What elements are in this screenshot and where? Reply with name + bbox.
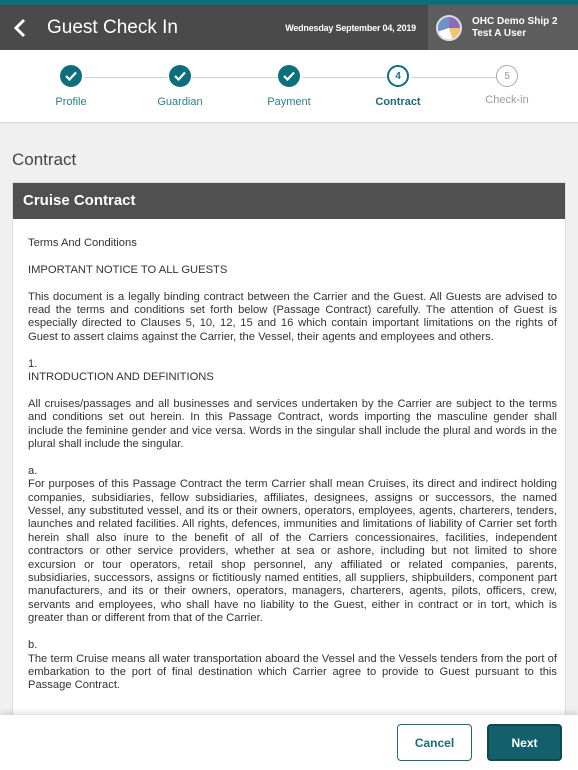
contract-paragraph: This document is a legally binding contract between the Carrier and the Guest. All Guests are advised to read the terms and conditions set forth below (Passage Contract) carefully. The attention of Guest is especially directed to Clauses 5, 10, 12, 15 and 16 which contain important limitations on the rights of Guest to assert claims against the Carrier, the Vessel, their agents and employees and others. — [28, 290, 557, 343]
avatar — [436, 15, 462, 41]
app-header — [0, 5, 578, 50]
progress-stepper — [0, 50, 578, 123]
step-label: Profile — [55, 96, 87, 108]
check-icon — [278, 65, 300, 87]
contract-paragraph: a. For purposes of this Passage Contract the term Carrier shall mean Cruises, its direct and indirect holding companies, subsidiaries, fellow subsidiaries, affiliates, designees, assigns or successors, the named Vessel, any substituted vessel, and its or their owners, operators, employees, agents, charterers, tenders, launches and related facilities. All rights, defences, immunities and limitations of liability of Carrier set forth herein shall also inure to the benefit of all of the Carriers concessionaires, facilities, independent contractors or other service providers, whether at sea or ashore, including but not limited to shore excursion or tour operators, retail shop personnel, any affiliated or related companies, parents, subsidiaries, successors, assigns or fictitiously named entities, all suppliers, shipbuilders, component part manufacturers, and its or their owners, operators, managers, charterers, agents, pilots, officers, crew, servants and employees, who shall have no liability to the Guest, either in contract or in tort, which is greater than or different from that of the Carrier. — [28, 464, 557, 625]
contract-paragraph: Terms And Conditions — [28, 237, 137, 249]
step-label: Check-in — [485, 94, 529, 106]
contract-paragraph: IMPORTANT NOTICE TO ALL GUESTS — [28, 263, 228, 276]
step-number: 5 — [496, 65, 518, 87]
step-check-in[interactable] — [462, 65, 552, 106]
user-name: Test A User — [472, 27, 527, 39]
next-button[interactable]: Next — [487, 724, 562, 761]
step-payment[interactable] — [244, 65, 334, 108]
contract-paragraph: 1. INTRODUCTION AND DEFINITIONS — [28, 357, 214, 384]
user-profile[interactable] — [428, 5, 578, 50]
step-profile[interactable] — [26, 65, 116, 108]
page-title: Contract — [12, 150, 77, 169]
action-footer — [0, 715, 578, 770]
step-label: Payment — [267, 96, 311, 108]
user-info — [472, 16, 558, 40]
step-label: Guardian — [157, 96, 203, 108]
contract-paragraph: All cruises/passages and all businesses and services undertaken by the Carrier are subject to the terms and conditions set out herein. In this Passage Contract, words importing the masculine gender shall include the feminine gender and vice versa. Words in the singular shall include the plural and words in the plural shall include the singular. — [28, 397, 557, 451]
header-date: Wednesday September 04, 2019 — [285, 22, 416, 33]
back-button[interactable] — [0, 5, 40, 50]
step-guardian[interactable] — [135, 65, 225, 108]
card-title: Cruise Contract — [13, 183, 565, 219]
step-contract[interactable] — [353, 65, 443, 108]
check-icon — [169, 65, 191, 87]
step-label: Contract — [375, 96, 421, 108]
page-header-title: Guest Check In — [47, 16, 178, 38]
check-icon — [60, 65, 82, 87]
contract-text[interactable] — [13, 219, 565, 693]
chevron-left-icon — [13, 18, 27, 38]
ship-name: OHC Demo Ship 2 — [472, 15, 558, 27]
step-number: 4 — [387, 65, 409, 87]
contract-paragraph: b. The term Cruise means all water transportation aboard the Vessel and the Vessels tenders from the port of embarkation to the port of final destination which Carrier agree to provide to Guest pursuant to this Passage Contract. — [28, 639, 557, 692]
cancel-button[interactable]: Cancel — [397, 724, 472, 761]
contract-card — [12, 182, 566, 770]
